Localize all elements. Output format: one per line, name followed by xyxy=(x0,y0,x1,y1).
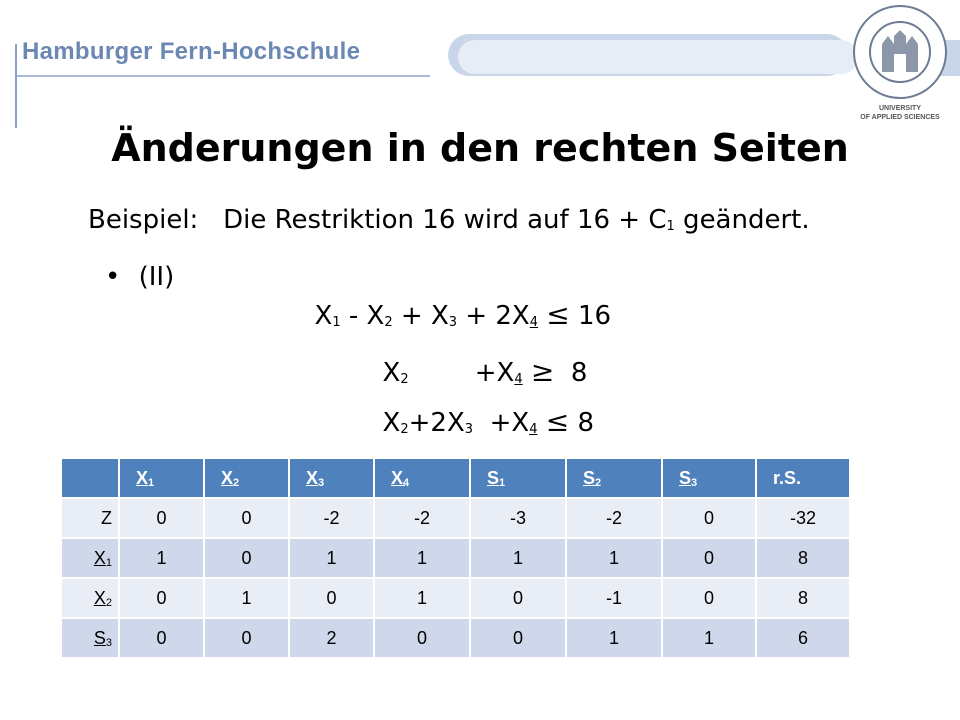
relation-geq: ≥ xyxy=(530,355,555,388)
col-header: r.S. xyxy=(756,458,850,498)
rhs: 8 xyxy=(577,408,595,438)
col-header: S3 xyxy=(662,458,756,498)
equation-1: $X_1 - X_2 + X_3 + 2X_4 \le 16$ xyxy=(314,298,612,331)
table-cell: 0 xyxy=(119,578,204,618)
example-sub: 1 xyxy=(666,219,675,234)
table-cell: -2 xyxy=(289,498,374,538)
table-cell: 0 xyxy=(662,538,756,578)
table-cell: 8 xyxy=(756,538,850,578)
table-cell: 0 xyxy=(662,578,756,618)
table-cell: 1 xyxy=(566,618,662,658)
example-label: Beispiel: xyxy=(88,205,199,235)
table-cell: 0 xyxy=(470,618,566,658)
bullet-label: (II) xyxy=(138,262,175,292)
table-cell: 0 xyxy=(119,618,204,658)
table-cell: 8 xyxy=(756,578,850,618)
table-cell: -2 xyxy=(374,498,470,538)
table-cell: 6 xyxy=(756,618,850,658)
table-row xyxy=(61,618,850,658)
table-cell: 0 xyxy=(119,498,204,538)
table-corner xyxy=(61,458,119,498)
col-header: S2 xyxy=(566,458,662,498)
row-header: S3 xyxy=(61,618,119,658)
table-row xyxy=(61,538,850,578)
table-header-row xyxy=(61,458,850,498)
table-cell: 1 xyxy=(662,618,756,658)
university-seal-icon xyxy=(846,0,956,128)
table-cell: 0 xyxy=(289,578,374,618)
table-cell: 0 xyxy=(204,538,289,578)
col-header: X3 xyxy=(289,458,374,498)
row-header: X2 xyxy=(61,578,119,618)
table-cell: 1 xyxy=(374,578,470,618)
example-line xyxy=(88,205,810,235)
col-header: X1 xyxy=(119,458,204,498)
table-cell: 0 xyxy=(662,498,756,538)
table-cell: 1 xyxy=(566,538,662,578)
table-cell: 1 xyxy=(289,538,374,578)
bullet-item xyxy=(105,262,174,292)
table-cell: 0 xyxy=(374,618,470,658)
table-cell: -1 xyxy=(566,578,662,618)
table-cell: -2 xyxy=(566,498,662,538)
bullet-dot-icon: • xyxy=(105,262,121,292)
seal-caption-2: OF APPLIED SCIENCES xyxy=(860,114,940,121)
seal-caption-1: UNIVERSITY xyxy=(878,105,922,112)
relation-leq: ≤ xyxy=(545,405,570,438)
col-header: X4 xyxy=(374,458,470,498)
table-cell: 1 xyxy=(204,578,289,618)
col-header: X2 xyxy=(204,458,289,498)
table-cell: -3 xyxy=(470,498,566,538)
table-row xyxy=(61,498,850,538)
rhs: 8 xyxy=(570,358,588,388)
header xyxy=(0,0,960,130)
col-header: S1 xyxy=(470,458,566,498)
table-cell: 0 xyxy=(204,498,289,538)
simplex-table xyxy=(60,457,851,659)
equation-3: $X_2+2X_3 +X_4 \le 8$ xyxy=(382,405,595,438)
logo-text: Hamburger Fern-Hochschule xyxy=(22,38,361,65)
equation-2: $X_2$ $+X_4 \ge 8$ xyxy=(382,355,588,388)
table-cell: 2 xyxy=(289,618,374,658)
table-cell: 1 xyxy=(119,538,204,578)
relation-leq: ≤ xyxy=(546,298,570,331)
slide-title: Änderungen in den rechten Seiten xyxy=(111,126,849,170)
table-cell: 1 xyxy=(470,538,566,578)
row-header: Z xyxy=(61,498,119,538)
example-text-1: Die Restriktion 16 wird auf 16 + C xyxy=(223,205,667,235)
table-cell: 0 xyxy=(470,578,566,618)
table-cell: 0 xyxy=(204,618,289,658)
row-header: X1 xyxy=(61,538,119,578)
table-row xyxy=(61,578,850,618)
table-cell: 1 xyxy=(374,538,470,578)
example-text-2: geändert. xyxy=(674,205,810,235)
rhs: 16 xyxy=(578,301,612,331)
table-cell: -32 xyxy=(756,498,850,538)
